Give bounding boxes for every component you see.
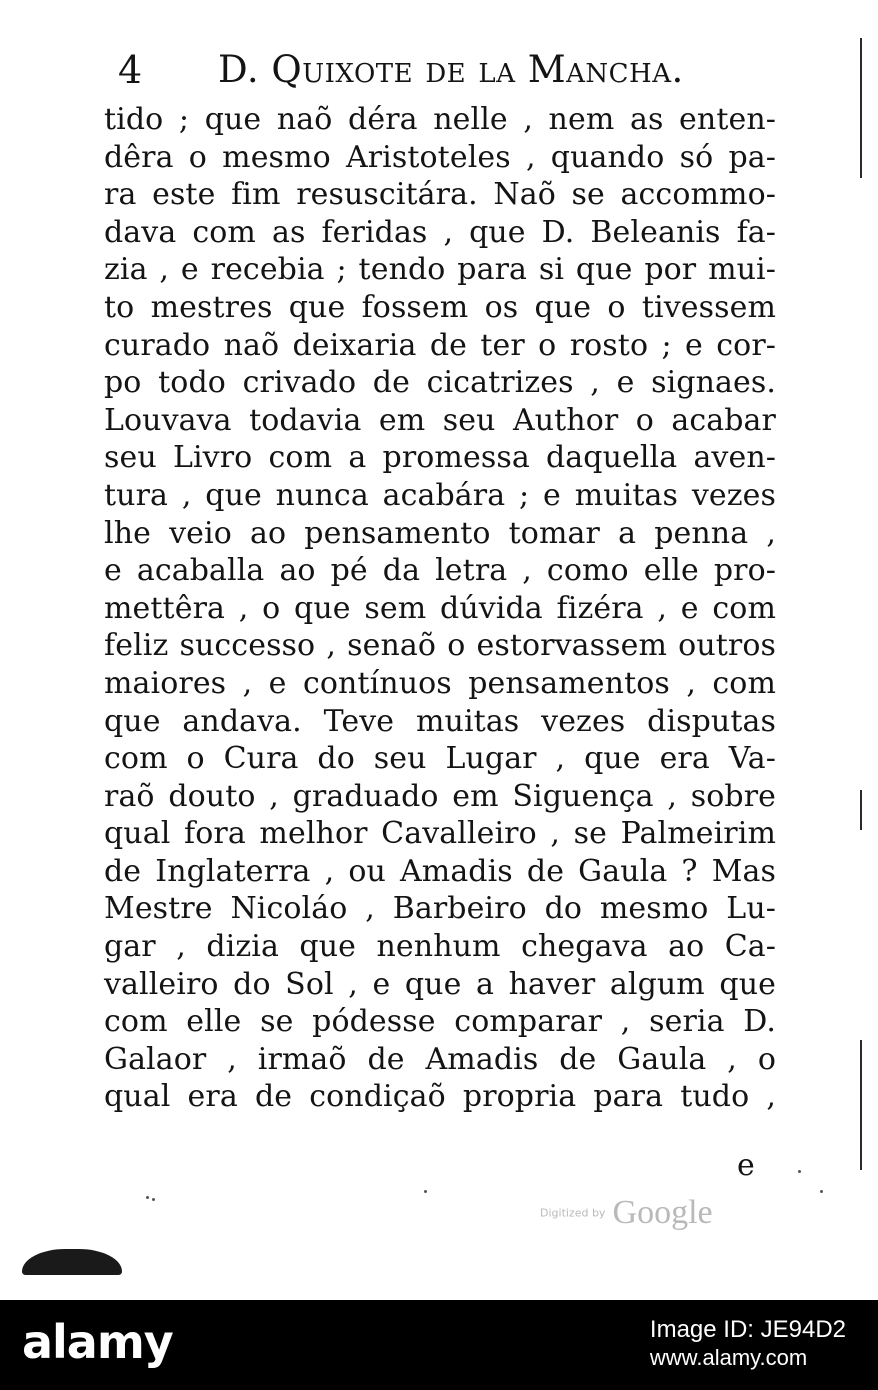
text-line: dava com as feridas , que D. Beleanis fa- bbox=[104, 214, 776, 250]
ink-speck bbox=[146, 1196, 149, 1199]
text-line: ra este fim resuscitára. Naõ se accommo- bbox=[104, 177, 776, 213]
catchword: e bbox=[737, 1148, 755, 1183]
text-line: tido ; que naõ déra nelle , nem as enten- bbox=[104, 102, 776, 137]
text-line: qual fora melhor Cavalleiro , se Palmeirim bbox=[104, 816, 776, 852]
ink-speck bbox=[424, 1190, 427, 1193]
page-number: 4 bbox=[118, 48, 143, 92]
running-head: D. Quixote de la Mancha. bbox=[218, 48, 684, 91]
text-line: valleiro do Sol , e que a haver algum que bbox=[104, 966, 776, 1002]
text-line: com o Cura do seu Lugar , que era Va- bbox=[104, 741, 776, 777]
text-line: zia , e recebia ; tendo para si que por mui- bbox=[104, 252, 776, 288]
footer-info bbox=[650, 1316, 846, 1372]
text-line: Mestre Nicoláo , Barbeiro do mesmo Lu- bbox=[104, 891, 776, 927]
text-line: com elle se pódesse comparar , seria D. bbox=[104, 1004, 776, 1040]
page-edge-mark bbox=[860, 38, 862, 178]
stock-footer bbox=[0, 1300, 878, 1390]
text-line: Louvava todavia em seu Author o acabar bbox=[104, 402, 776, 438]
text-line: gar , dizia que nenhum chegava ao Ca- bbox=[104, 929, 776, 965]
ink-stain bbox=[22, 1249, 122, 1275]
text-line: e acaballa ao pé da letra , como elle pro- bbox=[104, 553, 776, 589]
alamy-logo: alamy bbox=[22, 1315, 173, 1369]
text-line: maiores , e contínuos pensamentos , com bbox=[104, 665, 776, 701]
text-line: que andava. Teve muitas vezes disputas bbox=[104, 703, 776, 739]
page-edge-mark bbox=[860, 1040, 862, 1170]
site-url: www.alamy.com bbox=[649, 1345, 808, 1370]
body-text bbox=[104, 101, 776, 1116]
text-line: tura , que nunca acabára ; e muitas vezes bbox=[104, 477, 776, 513]
digitized-by-text: Digitized by bbox=[540, 1206, 606, 1220]
text-line: seu Livro com a promessa daquella aven- bbox=[104, 440, 776, 476]
image-id: Image ID: JE94D2 bbox=[649, 1316, 846, 1343]
ink-speck bbox=[798, 1170, 801, 1173]
text-line: curado naõ deixaria de ter o rosto ; e cor- bbox=[104, 327, 776, 363]
text-line: mettêra , o que sem dúvida fizéra , e com bbox=[104, 590, 776, 626]
ink-speck bbox=[820, 1190, 823, 1193]
text-line: lhe veio ao pensamento tomar a penna , bbox=[104, 515, 776, 551]
text-line: Galaor , irmaõ de Amadis de Gaula , o bbox=[104, 1041, 776, 1077]
text-line: feliz successo , senaõ o estorvassem outros bbox=[104, 628, 776, 664]
digitized-watermark bbox=[540, 1194, 713, 1232]
text-line: raõ douto , graduado em Siguença , sobre bbox=[104, 778, 776, 814]
text-line: dêra o mesmo Aristoteles , quando só pa- bbox=[104, 139, 776, 175]
ink-speck bbox=[152, 1198, 155, 1201]
google-logo: Google bbox=[612, 1194, 713, 1231]
text-line: to mestres que fossem os que o tivessem bbox=[104, 289, 776, 325]
text-line: po todo crivado de cicatrizes , e signaes. bbox=[104, 365, 776, 401]
text-line: qual era de condiçaõ propria para tudo , bbox=[104, 1079, 776, 1115]
text-line: de Inglaterra , ou Amadis de Gaula ? Mas bbox=[104, 853, 776, 889]
page-edge-mark bbox=[860, 790, 862, 830]
